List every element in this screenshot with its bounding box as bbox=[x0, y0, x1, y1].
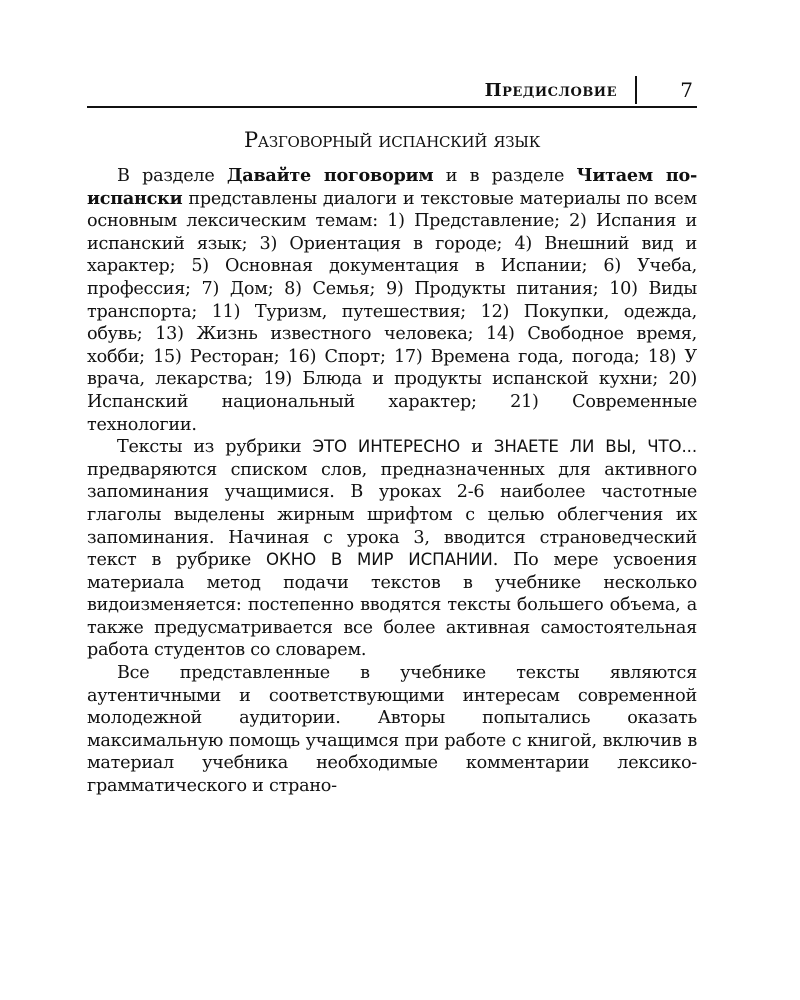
header-divider bbox=[635, 76, 637, 104]
bold-term-davayte-pogovorim: Давайте поговорим bbox=[226, 165, 434, 186]
paragraph-2-text: Тексты из рубрики bbox=[117, 437, 313, 458]
paragraph-2-text: и bbox=[460, 437, 494, 458]
running-header bbox=[87, 70, 697, 108]
paragraph-1-text: представлены диалоги и текстовые материалы по всем основным лексическим темам: 1) Представление; 2) Испания и испанский язык; 3) Ориентация в городе; 4) Внешний вид и характер; 5) Основная документация в Испании; 6) Учеба, профессия; 7) Дом; 8) Семья; 9) Продукты питания; 10) Виды транспорта; 11) Туризм, путешествия; 12) Покупки, одежда, обувь; 13) Жизнь известного человека; 14) Свободное время, хобби; 15) Ресторан; 16) Спорт; 17) Времена года, погода; 18) У врача, лекарства; 19) Блюда и продукты испанской кухни; 20) Испанский национальный характер; 21) Современные технологии. bbox=[87, 188, 697, 435]
book-page bbox=[87, 70, 697, 798]
paragraph-3-text: Все представленные в учебнике тексты являются аутентичными и соответствующими интересам современной молодежной аудитории. Авторы попытались оказать максимальную помощь учащимся при работе с книгой, включив в материал учебника необходимые комментарии лексико-грамматического и страно- bbox=[87, 663, 697, 797]
rubric-znaete-li-vy: ЗНАЕТЕ ЛИ ВЫ, ЧТО... bbox=[493, 437, 698, 457]
paragraph-2 bbox=[87, 436, 697, 662]
paragraph-3 bbox=[87, 662, 697, 798]
running-header-section: Предисловие bbox=[484, 80, 617, 101]
page-number: 7 bbox=[680, 78, 693, 102]
paragraph-1-text: и в разделе bbox=[433, 166, 577, 186]
section-title: Разговорный испанский язык bbox=[243, 128, 541, 152]
paragraph-1-text: В разделе bbox=[117, 166, 227, 186]
paragraph-1 bbox=[87, 165, 697, 436]
paragraph-2-text: предваряются списком слов, предназначенных для активного запоминания учащимися. В уроках 2-6 наиболее частотные глаголы выделены жирным шрифтом с целью облегчения их запоминания. Начиная с урока 3, вводится страноведческий текст в рубрике bbox=[87, 459, 697, 571]
body-text bbox=[87, 165, 697, 798]
bold-term-chitaem-po-ispanski: Читаем по-испански bbox=[87, 165, 697, 209]
rubric-eto-interesno: ЭТО ИНТЕРЕСНО bbox=[312, 437, 461, 457]
paragraph-2-text: . По мере усвоения материала метод подачи текстов в учебнике несколько видоизменяется: постепенно вводятся тексты большего объема, а также предусматривается все более активная самостоятельная работа студентов со словарем. bbox=[87, 550, 697, 661]
rubric-okno-v-mir-ispanii: ОКНО В МИР ИСПАНИИ bbox=[266, 550, 493, 570]
